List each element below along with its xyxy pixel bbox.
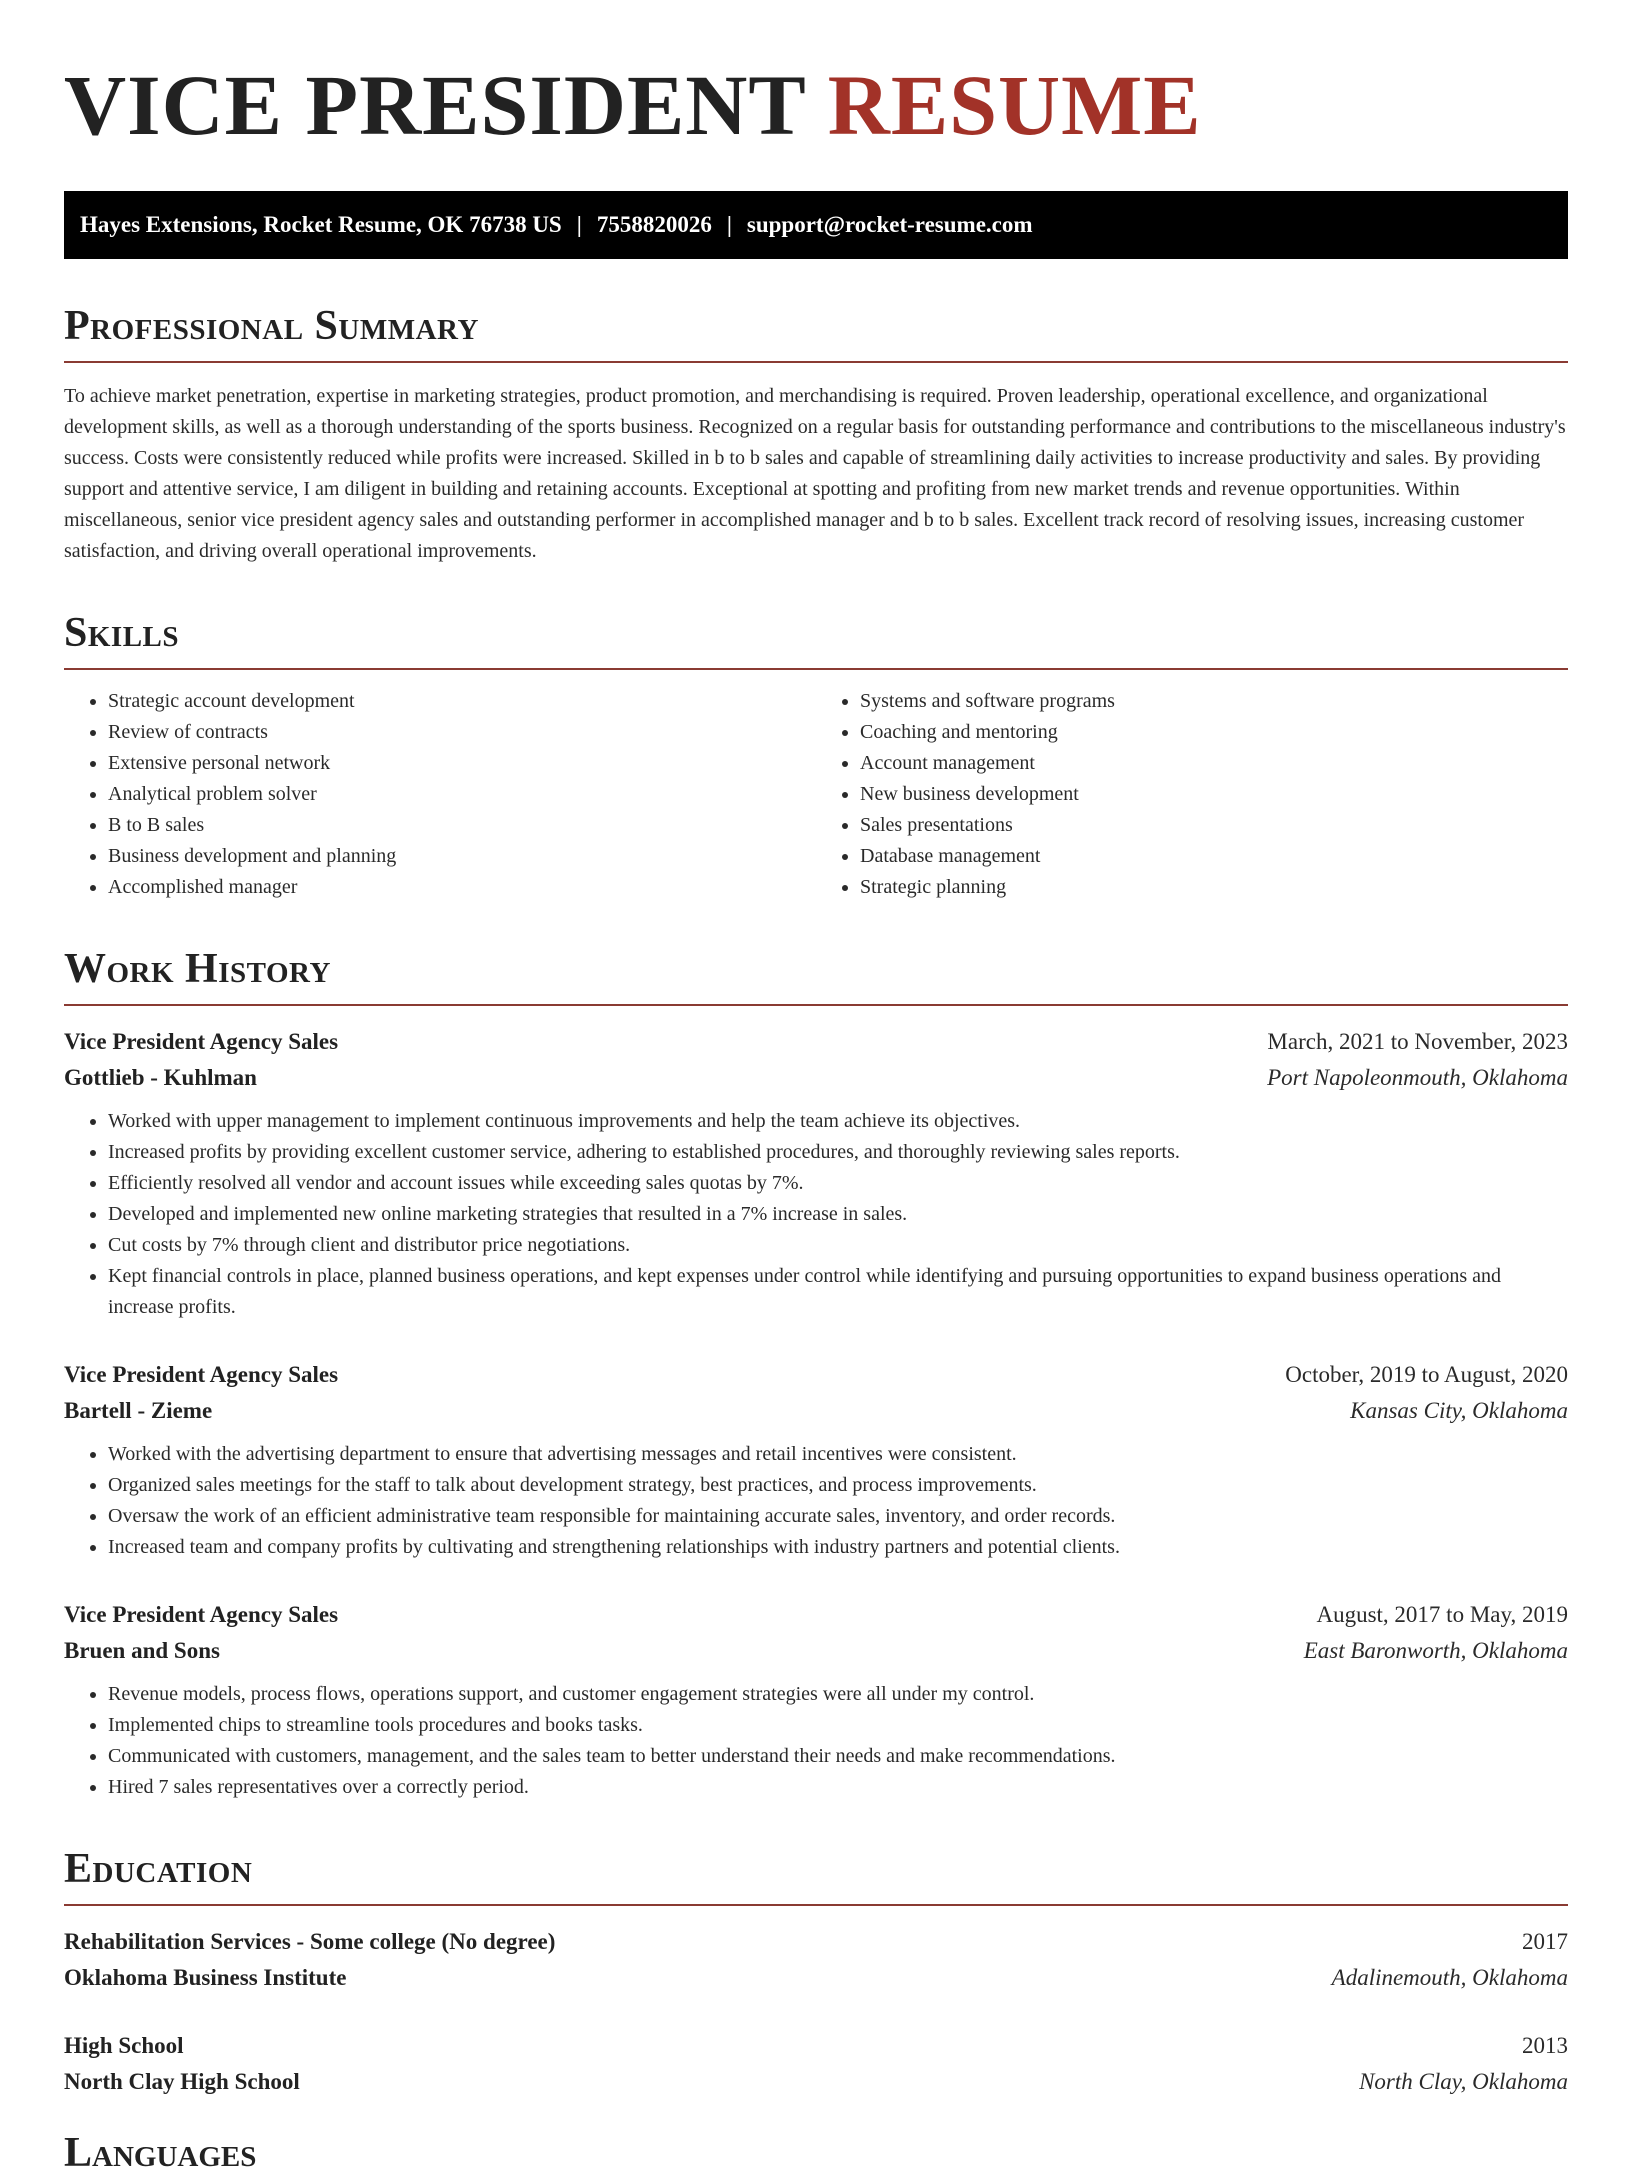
education-school-row (64, 2064, 1568, 2100)
skill-item: • Systems and software programs (860, 686, 1568, 717)
job-company-row (64, 1060, 1568, 1096)
education-header-row (64, 2028, 1568, 2064)
skill-item: • Strategic planning (860, 872, 1568, 903)
education-header-row (64, 1924, 1568, 1960)
next-section-heading: Languages (64, 2130, 257, 2176)
education-degree: Rehabilitation Services - Some college (No degree) (64, 1929, 556, 1954)
job-entry (64, 1024, 1568, 1323)
skills-columns (64, 686, 1568, 903)
education-year: 2013 (1522, 2033, 1568, 2058)
title-main: VICE PRESIDENT (64, 57, 806, 153)
education-section (64, 1844, 1568, 2100)
contact-separator: | (726, 212, 732, 237)
summary-text: To achieve market penetration, expertise in marketing strategies, product promotion, and merchandising is required. Proven leadership, operational excellence, and organizational development skills, as well as a thorough understanding of the sports business. Recognized on a regular basis for outstanding performance and contributions to the miscellaneous industry's success. Costs were consistently reduced while profits were increased. Skilled in b to b sales and capable of streamlining daily activities to increase productivity and sales. By providing support and attentive service, I am diligent in building and retaining accounts. Exceptional at spotting and profiting from new market trends and revenue opportunities. Within miscellaneous, senior vice president agency sales and outstanding performer in accomplished manager and b to b sales. Excellent track record of resolving issues, increasing customer satisfaction, and driving overall operational improvements. (64, 385, 1566, 562)
education-location: North Clay, Oklahoma (1359, 2069, 1568, 2094)
job-bullet: • Oversaw the work of an efficient administrative team responsible for maintaining accurate sales, inventory, and order records. (108, 1501, 1568, 1532)
job-location: Port Napoleonmouth, Oklahoma (1267, 1065, 1568, 1090)
job-dates: August, 2017 to May, 2019 (1316, 1602, 1568, 1627)
education-year: 2017 (1522, 1929, 1568, 1954)
education-school: North Clay High School (64, 2069, 300, 2094)
skills-list-right (816, 686, 1568, 903)
skills-section (64, 608, 1568, 903)
job-bullet: • Increased profits by providing excellent customer service, adhering to established procedures, and thoroughly reviewing sales reports. (108, 1137, 1568, 1168)
job-header-row (64, 1597, 1568, 1633)
education-location: Adalinemouth, Oklahoma (1331, 1965, 1568, 1990)
job-title: Vice President Agency Sales (64, 1362, 339, 1387)
job-bullet: • Communicated with customers, management, and the sales team to better understand their needs and make recommendations. (108, 1741, 1568, 1772)
job-bullet: • Organized sales meetings for the staff to talk about development strategy, best practices, and process improvements. (108, 1470, 1568, 1501)
skill-item: • Extensive personal network (108, 748, 816, 779)
job-bullet: • Worked with the advertising department to ensure that advertising messages and retail incentives were consistent. (108, 1439, 1568, 1470)
job-bullets (64, 1679, 1568, 1803)
job-location: East Baronworth, Oklahoma (1303, 1638, 1568, 1663)
education-school: Oklahoma Business Institute (64, 1965, 347, 1990)
work-history-section (64, 944, 1568, 1803)
job-location: Kansas City, Oklahoma (1350, 1398, 1568, 1423)
contact-phone: 7558820026 (596, 212, 712, 237)
job-bullet: • Developed and implemented new online marketing strategies that resulted in a 7% increase in sales. (108, 1199, 1568, 1230)
job-header-row (64, 1357, 1568, 1393)
job-bullets (64, 1106, 1568, 1323)
contact-email: support@rocket-resume.com (746, 212, 1033, 237)
job-bullet: • Increased team and company profits by cultivating and strengthening relationships with industry partners and potential clients. (108, 1532, 1568, 1563)
skill-item: • Database management (860, 841, 1568, 872)
job-company: Gottlieb - Kuhlman (64, 1065, 257, 1090)
summary-section (64, 301, 1568, 567)
job-bullet: • Cut costs by 7% through client and distributor price negotiations. (108, 1230, 1568, 1261)
job-company: Bruen and Sons (64, 1638, 220, 1663)
summary-heading: Professional Summary (64, 301, 1568, 363)
title-accent: RESUME (827, 57, 1202, 153)
job-company-row (64, 1633, 1568, 1669)
contact-address: Hayes Extensions, Rocket Resume, OK 76738 US (80, 212, 562, 237)
skill-item: • New business development (860, 779, 1568, 810)
job-title: Vice President Agency Sales (64, 1029, 339, 1054)
skill-item: • Coaching and mentoring (860, 717, 1568, 748)
skill-item: • Strategic account development (108, 686, 816, 717)
job-bullet: • Efficiently resolved all vendor and account issues while exceeding sales quotas by 7%. (108, 1168, 1568, 1199)
job-entry (64, 1357, 1568, 1563)
job-bullet: • Kept financial controls in place, planned business operations, and kept expenses under control while identifying and pursuing opportunities to expand business operations and increase profits. (108, 1261, 1568, 1323)
education-heading: Education (64, 1844, 1568, 1906)
skill-item: • Business development and planning (108, 841, 816, 872)
education-school-row (64, 1960, 1568, 1996)
job-dates: October, 2019 to August, 2020 (1285, 1362, 1568, 1387)
job-bullets (64, 1439, 1568, 1563)
skill-item: • Review of contracts (108, 717, 816, 748)
job-dates: March, 2021 to November, 2023 (1267, 1029, 1568, 1054)
job-entry (64, 1597, 1568, 1803)
skill-item: • Sales presentations (860, 810, 1568, 841)
job-bullet: • Worked with upper management to implement continuous improvements and help the team achieve its objectives. (108, 1106, 1568, 1137)
contact-separator: | (576, 212, 582, 237)
education-entry (64, 1924, 1568, 1996)
job-bullet: • Revenue models, process flows, operations support, and customer engagement strategies were all under my control. (108, 1679, 1568, 1710)
contact-bar (64, 191, 1568, 259)
job-company: Bartell - Zieme (64, 1398, 213, 1423)
skill-item: • B to B sales (108, 810, 816, 841)
job-bullet: • Hired 7 sales representatives over a correctly period. (108, 1772, 1568, 1803)
job-header-row (64, 1024, 1568, 1060)
job-bullet: • Implemented chips to streamline tools procedures and books tasks. (108, 1710, 1568, 1741)
education-entry (64, 2028, 1568, 2100)
skills-heading: Skills (64, 608, 1568, 670)
education-degree: High School (64, 2033, 184, 2058)
job-company-row (64, 1393, 1568, 1429)
work-history-heading: Work History (64, 944, 1568, 1006)
skill-item: • Account management (860, 748, 1568, 779)
skills-list-left (64, 686, 816, 903)
skill-item: • Accomplished manager (108, 872, 816, 903)
job-title: Vice President Agency Sales (64, 1602, 339, 1627)
resume-title (64, 57, 1568, 153)
skill-item: • Analytical problem solver (108, 779, 816, 810)
